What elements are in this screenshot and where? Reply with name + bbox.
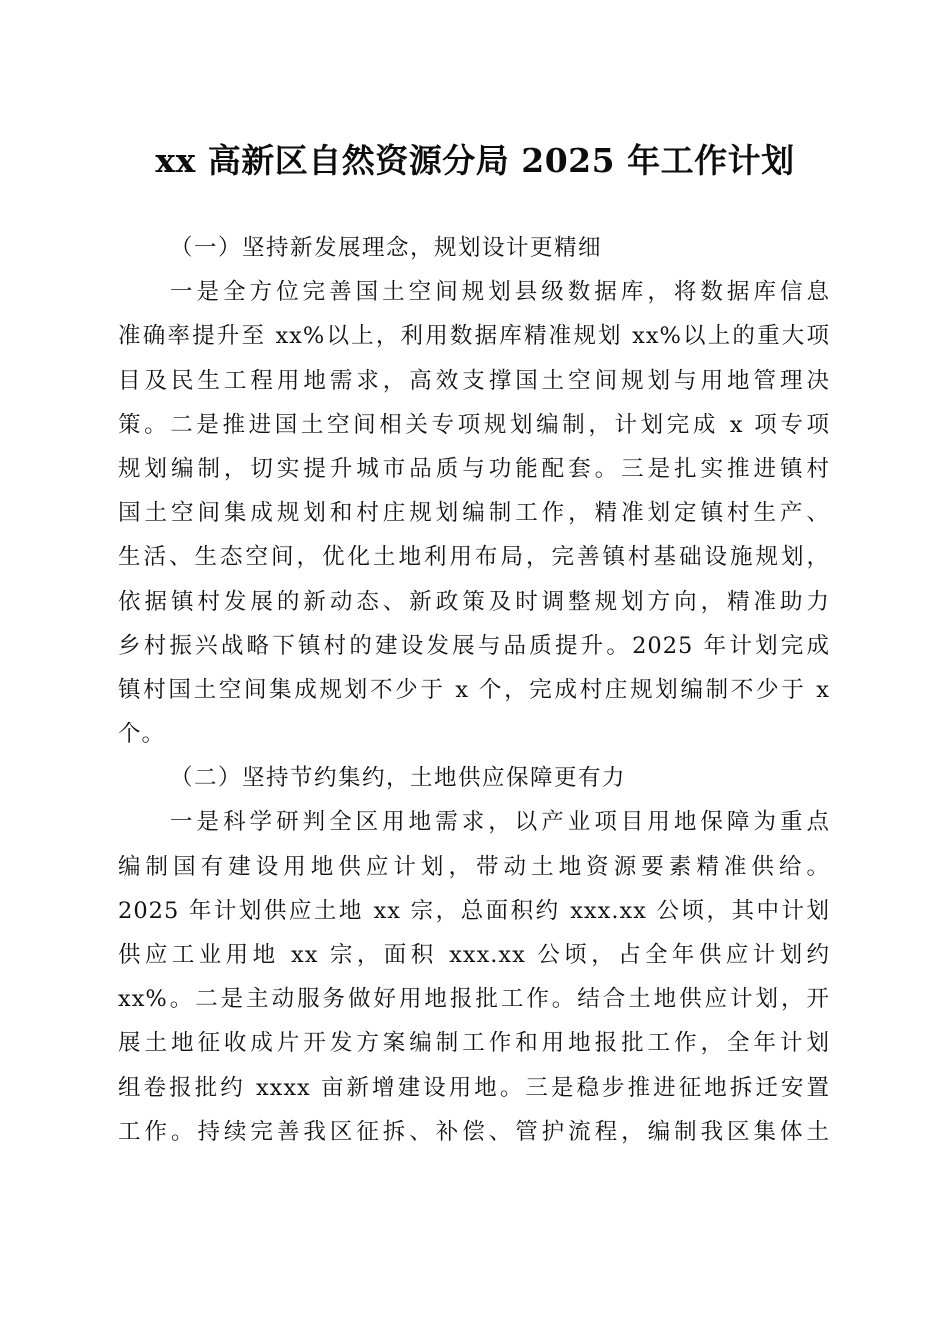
paragraph-line: 个。 (118, 721, 166, 748)
section-heading-1: （一）坚持新发展理念，规划设计更精细 (170, 235, 603, 261)
paragraph-line: 策。二是推进国土空间相关专项规划编制，计划完成 x 项专项 (118, 411, 830, 438)
paragraph-line: 依据镇村发展的新动态、新政策及时调整规划方向，精准助力 (118, 588, 830, 615)
paragraph-line: 一是科学研判全区用地需求，以产业项目用地保障为重点 (170, 809, 830, 836)
paragraph-line: 镇村国土空间集成规划不少于 x 个，完成村庄规划编制不少于 x (118, 676, 830, 703)
paragraph-line: 生活、生态空间，优化土地利用布局，完善镇村基础设施规划， (118, 544, 830, 571)
paragraph-line: 编制国有建设用地供应计划，带动土地资源要素精准供给。 (118, 853, 830, 880)
paragraph-line: 目及民生工程用地需求，高效支撑国土空间规划与用地管理决 (118, 367, 830, 394)
paragraph-line: 供应工业用地 xx 宗，面积 xxx.xx 公顷，占全年供应计划约 (118, 942, 830, 968)
paragraph-line: 乡村振兴战略下镇村的建设发展与品质提升。2025 年计划完成 (118, 632, 830, 659)
paragraph-line: 展土地征收成片开发方案编制工作和用地报批工作，全年计划 (118, 1030, 830, 1057)
section-heading-2: （二）坚持节约集约，土地供应保障更有力 (170, 765, 627, 792)
paragraph-line: 规划编制，切实提升城市品质与功能配套。三是扎实推进镇村 (118, 455, 830, 482)
paragraph-line: 组卷报批约 xxxx 亩新增建设用地。三是稳步推进征地拆迁安置 (118, 1074, 830, 1101)
paragraph-line: 2025 年计划供应土地 xx 宗，总面积约 xxx.xx 公顷，其中计划 (118, 897, 830, 924)
paragraph-line: 国土空间集成规划和村庄规划编制工作，精准划定镇村生产、 (118, 500, 830, 527)
document-body (118, 226, 830, 1154)
paragraph-line: xx%。二是主动服务做好用地报批工作。结合土地供应计划，开 (118, 986, 830, 1013)
paragraph-line: 一是全方位完善国土空间规划县级数据库，将数据库信息 (170, 279, 830, 306)
document-title: xx 高新区自然资源分局 2025 年工作计划 (155, 141, 795, 180)
paragraph-line: 工作。持续完善我区征拆、补偿、管护流程，编制我区集体土 (118, 1118, 830, 1145)
paragraph-line: 准确率提升至 xx%以上，利用数据库精准规划 xx%以上的重大项 (118, 323, 830, 350)
